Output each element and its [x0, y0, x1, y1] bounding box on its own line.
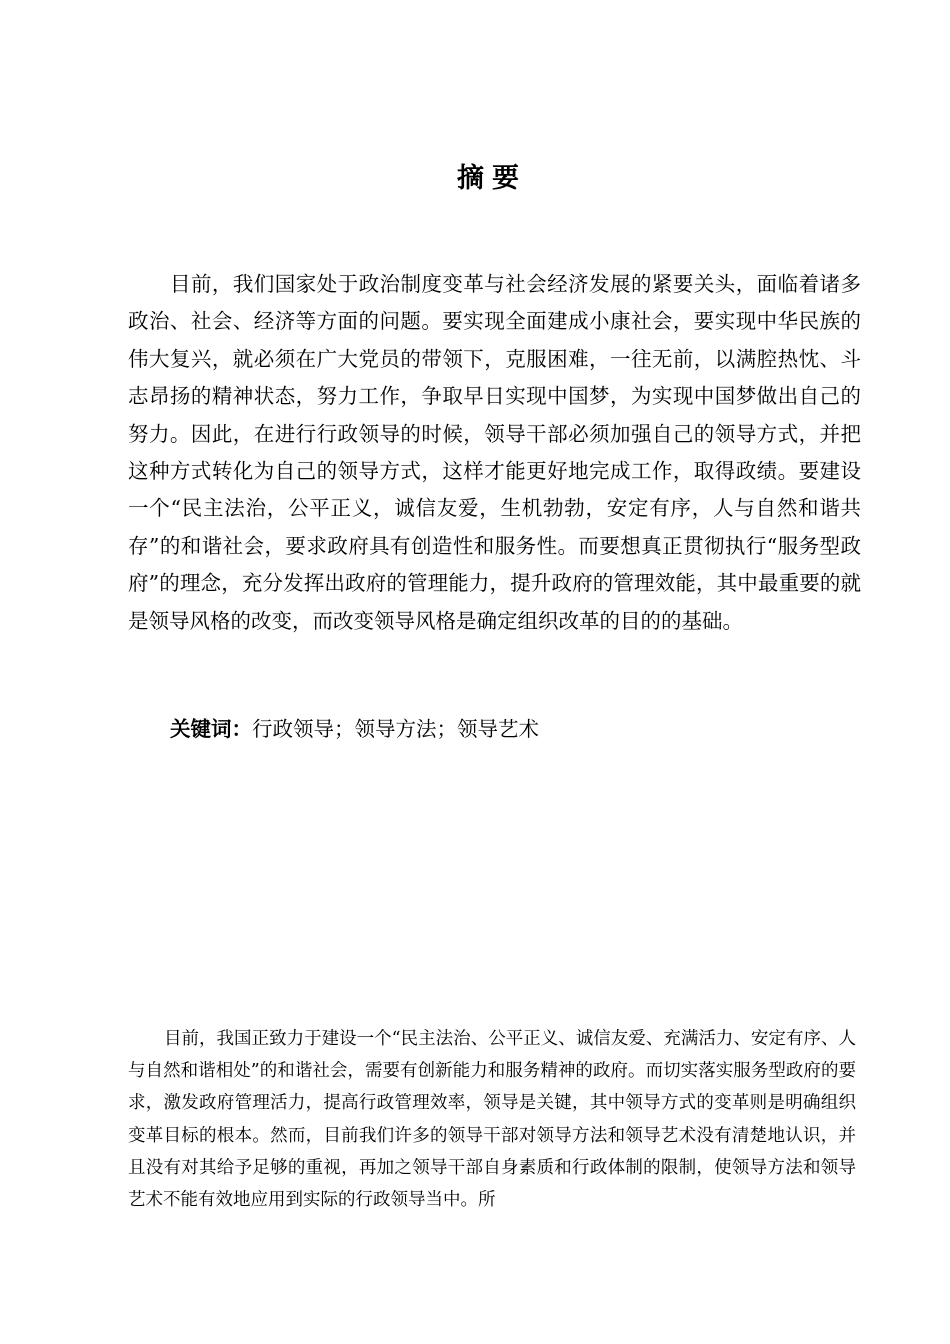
keywords-line [170, 711, 860, 748]
keywords-label: 关键词： [170, 717, 252, 741]
keywords-value: 行政领导；领导方法；领导艺术 [252, 717, 539, 741]
abstract-title: 摘要 [457, 163, 527, 194]
abstract-paragraph: 目前，我们国家处于政治制度变革与社会经济发展的紧要关头，面临着诸多政治、社会、经济等方面的问题。要实现全面建成小康社会，要实现中华民族的伟大复兴，就必须在广大党员的带领下，克服困难，一往无前，以满腔热忱、斗志昂扬的精神状态，努力工作，争取早日实现中国梦，为实现中国梦做出自己的努力。因此，在进行行政领导的时候，领导干部必须加强自己的领导方式，并把这种方式转化为自己的领导方式，这样才能更好地完成工作，取得政绩。要建设一个“民主法治，公平正义，诚信友爱，生机勃勃，安定有序，人与自然和谐共存”的和谐社会，要求政府具有创造性和服务性。而要想真正贯彻执行“服务型政府”的理念，充分发挥出政府的管理能力，提升政府的管理效能，其中最重要的就是领导风格的改变，而改变领导风格是确定组织改革的目的的基础。 [128, 272, 861, 633]
intro-paragraph: 目前，我国正致力于建设一个“民主法治、公平正义、诚信友爱、充满活力、安定有序、人与自然和谐相处”的和谐社会，需要有创新能力和服务精神的政府。而切实落实服务型政府的要求，激发政府管理活力，提高行政管理效率，领导是关键，其中领导方式的变革则是明确组织变革目标的根本。然而，目前我们许多的领导干部对领导方法和领导艺术没有清楚地认识，并且没有对其给予足够的重视，再加之领导干部自身素质和行政体制的限制，使领导方法和领导艺术不能有效地应用到实际的行政领导当中。所 [128, 1029, 856, 1211]
